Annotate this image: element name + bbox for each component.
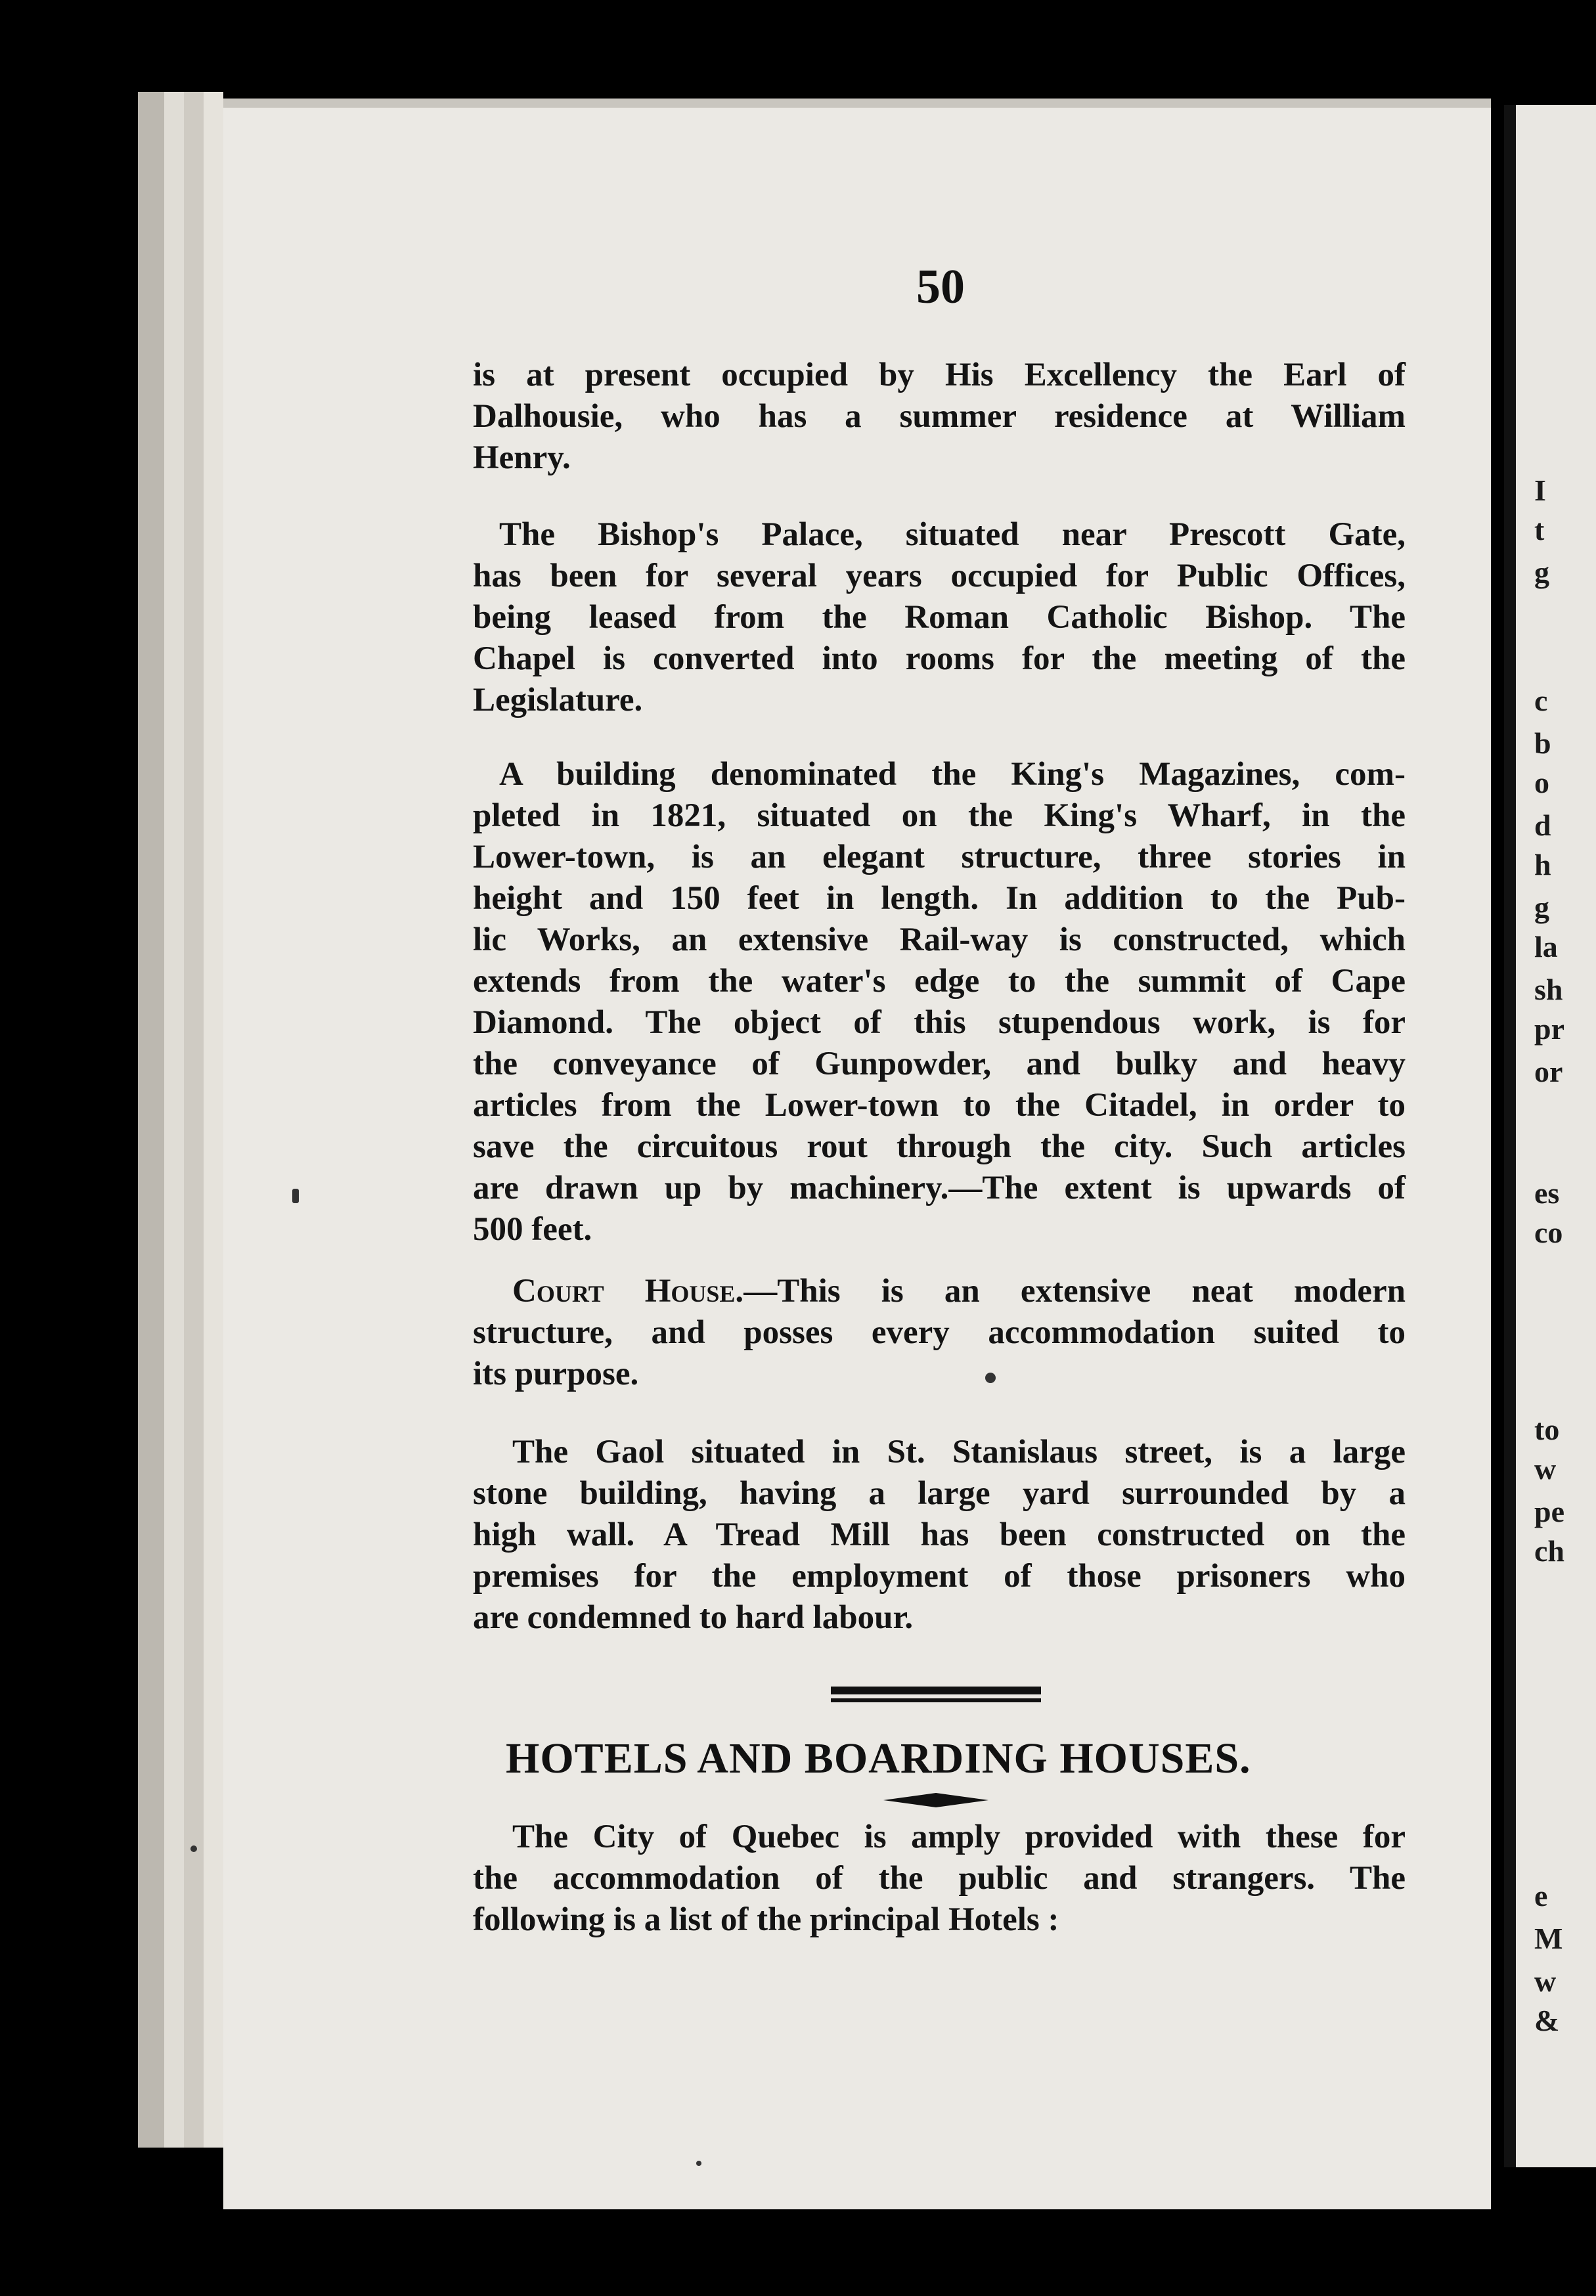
paragraph [473, 1432, 1406, 1639]
text-line: stone building, having a large yard surrounded by a [473, 1475, 1406, 1512]
page-stack-edge [184, 92, 204, 2148]
text-line: Chapel is converted into rooms for the meeting of the [473, 640, 1406, 677]
text-line: the accommodation of the public and strangers. The [473, 1860, 1406, 1897]
text-line-continuation: —This is an extensive neat modern [743, 1273, 1406, 1310]
text-line: are drawn up by machinery.—The extent is upwards of [473, 1170, 1406, 1206]
text-line: A building denominated the King's Magazines, com- [499, 756, 1406, 793]
text-line: are condemned to hard labour. [473, 1599, 914, 1636]
text-line: articles from the Lower-town to the Citadel, in order to [473, 1087, 1406, 1124]
paragraph [473, 514, 1406, 721]
text-line: being leased from the Roman Catholic Bishop. The [473, 599, 1406, 636]
ink-speck [292, 1189, 299, 1203]
section-rule-thick [831, 1687, 1041, 1694]
text-line: pleted in 1821, situated on the King's Wharf, in the [473, 797, 1406, 834]
text-line: save the circuitous rout through the city. Such articles [473, 1128, 1406, 1165]
heading-ornament-icon [883, 1793, 988, 1807]
facing-page-fragment: o [1534, 766, 1549, 799]
text-line: Lower-town, is an elegant structure, three stories in [473, 839, 1406, 875]
text-line: high wall. A Tread Mill has been constructed on the [473, 1516, 1406, 1553]
text-line: is at present occupied by His Excellency the Earl of [473, 357, 1406, 393]
paragraph [473, 754, 1406, 1250]
facing-page-fragment: h [1534, 848, 1551, 881]
facing-page-fragment: d [1534, 808, 1551, 842]
text-line: The Bishop's Palace, situated near Prescott Gate, [499, 516, 1406, 553]
page-stack-edge [138, 92, 164, 2148]
facing-page-fragment: g [1534, 556, 1549, 589]
paragraph [473, 1817, 1406, 1941]
text-line: following is a list of the principal Hotels : [473, 1901, 1059, 1938]
facing-page-fragment: c [1534, 684, 1548, 717]
facing-page-fragment: e [1534, 1879, 1548, 1912]
text-line: has been for several years occupied for Public Offices, [473, 558, 1406, 594]
text-line: Dalhousie, who has a summer residence at William [473, 398, 1406, 435]
text-line: Henry. [473, 439, 571, 476]
facing-page-fragment: M [1534, 1922, 1563, 1955]
facing-page-fragment: pr [1534, 1012, 1564, 1046]
section-rule-thin [831, 1698, 1041, 1702]
facing-page-fragment: es [1534, 1176, 1560, 1210]
page-stack-edge [204, 92, 223, 2148]
facing-page-fragment: co [1534, 1216, 1563, 1249]
ink-speck [985, 1373, 996, 1383]
text-line: the conveyance of Gunpowder, and bulky and heavy [473, 1046, 1406, 1082]
text-line: lic Works, an extensive Rail-way is constructed, which [473, 921, 1406, 958]
court-house-lead: Court House. [512, 1273, 744, 1310]
facing-page-fragment: pe [1534, 1495, 1564, 1528]
facing-page-fragment: b [1534, 726, 1551, 760]
text-line: Diamond. The object of this stupendous work, is for [473, 1004, 1406, 1041]
ink-speck [190, 1845, 197, 1852]
facing-page-fragment: & [1534, 2004, 1560, 2037]
ink-speck [696, 2161, 701, 2166]
facing-page-fragment: I [1534, 474, 1546, 507]
page-number: 50 [916, 260, 965, 314]
text-line: 500 feet. [473, 1211, 592, 1248]
facing-page-fragment: w [1534, 1964, 1557, 1998]
text-line: Legislature. [473, 682, 643, 718]
text-line: The City of Quebec is amply provided with these for [512, 1819, 1406, 1855]
text-line: The Gaol situated in St. Stanislaus street, is a large [512, 1434, 1406, 1470]
paragraph [473, 355, 1406, 479]
page-stack-edge [164, 92, 184, 2148]
facing-page-fragment: w [1534, 1452, 1557, 1486]
facing-page-fragment: la [1534, 930, 1558, 963]
text-line [473, 1271, 1406, 1312]
text-line: premises for the employment of those prisoners who [473, 1558, 1406, 1595]
facing-page-fragment: to [1534, 1413, 1560, 1446]
text-line: extends from the water's edge to the summit of Cape [473, 963, 1406, 1000]
paragraph [473, 1271, 1406, 1395]
facing-page-fragment: ch [1534, 1534, 1564, 1568]
facing-page-fragment: sh [1534, 973, 1563, 1006]
facing-page-fragment: g [1534, 891, 1549, 924]
text-line: structure, and posses every accommodation suited to [473, 1314, 1406, 1351]
facing-page-edge [1504, 105, 1596, 2167]
facing-page-fragment: or [1534, 1055, 1563, 1088]
facing-page-fragment: t [1534, 513, 1545, 546]
text-line: its purpose. [473, 1356, 639, 1392]
text-line: height and 150 feet in length. In addition to the Pub- [473, 880, 1406, 917]
section-heading: HOTELS AND BOARDING HOUSES. [506, 1734, 1251, 1782]
